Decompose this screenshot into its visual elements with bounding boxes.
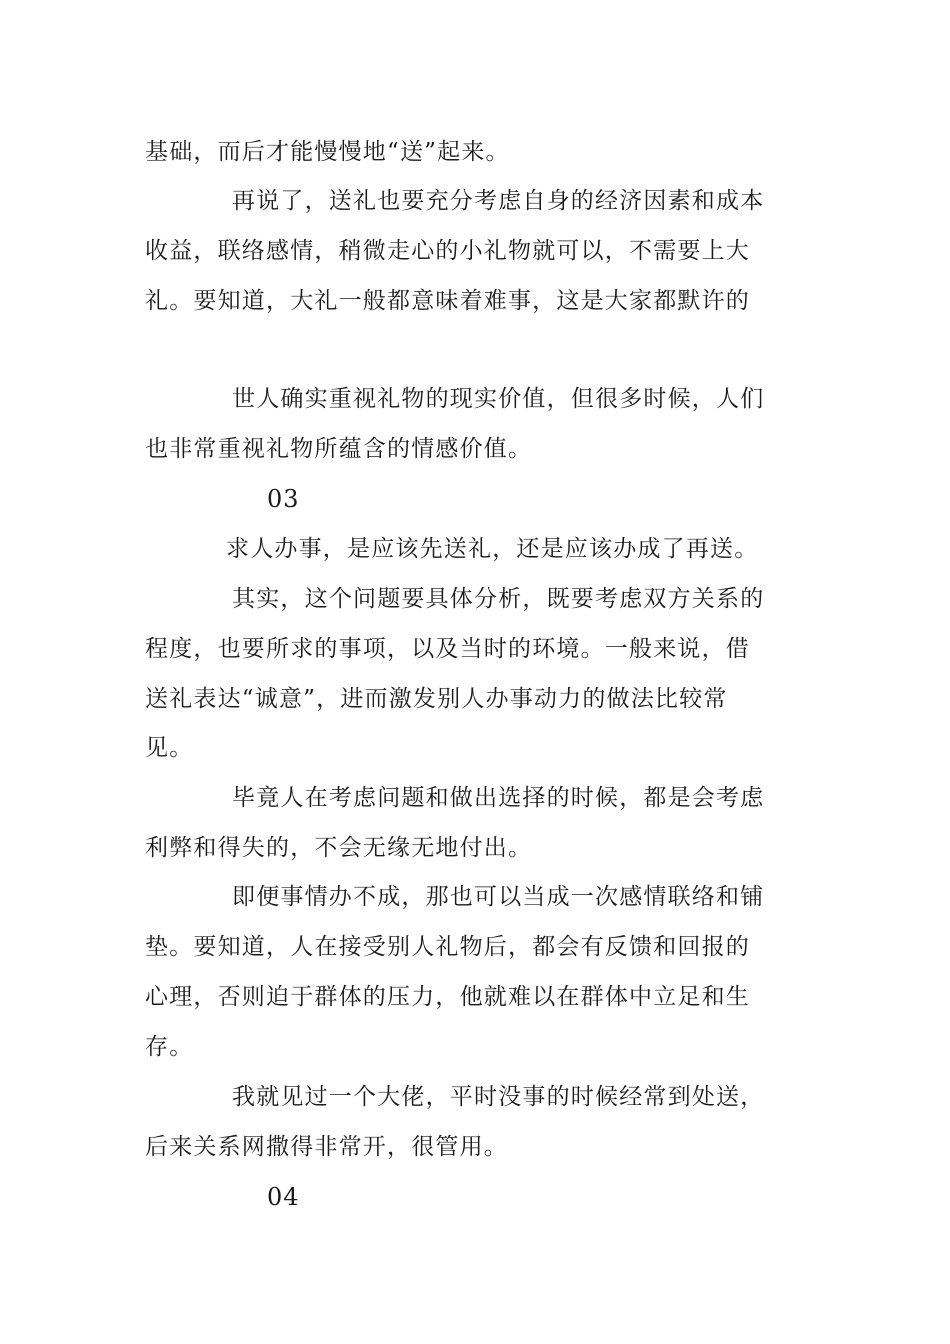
paragraph-start: 即便事情办不成，那也可以当成一次感情联络和铺	[232, 884, 765, 910]
text-line: 心理，否则迫于群体的压力，他就难以在群体中立足和生	[145, 984, 750, 1010]
text-line: 利弊和得失的，不会无缘无地付出。	[145, 835, 533, 861]
text-line: 也非常重视礼物所蕴含的情感价值。	[145, 436, 533, 462]
text-line: 垫。要知道，人在接受别人礼物后，都会有反馈和回报的	[145, 934, 750, 960]
section-heading: 03	[267, 485, 300, 513]
paragraph-start: 世人确实重视礼物的现实价值，但很多时候，人们	[232, 386, 765, 412]
text-line: 礼。要知道，大礼一般都意味着难事，这是大家都默许的	[145, 288, 750, 314]
text-line: 见。	[145, 735, 194, 761]
text-line: 收益，联络感情，稍微走心的小礼物就可以，不需要上大	[145, 238, 750, 264]
section-heading: 04	[267, 1183, 300, 1211]
text-line: 后来关系网撒得非常开，很管用。	[145, 1134, 508, 1160]
paragraph-start: 其实，这个问题要具体分析，既要考虑双方关系的	[232, 586, 765, 612]
text-line: 基础，而后才能慢慢地“送”起来。	[145, 139, 510, 165]
text-line: 送礼表达“诚意”，进而激发别人办事动力的做法比较常	[145, 686, 728, 712]
paragraph-start: 再说了，送礼也要充分考虑自身的经济因素和成本	[232, 188, 765, 214]
paragraph-start: 求人办事，是应该先送礼，还是应该办成了再送。	[226, 536, 759, 562]
paragraph-start: 毕竟人在考虑问题和做出选择的时候，都是会考虑	[232, 785, 765, 811]
text-line: 程度，也要所求的事项，以及当时的环境。一般来说，借	[145, 636, 750, 662]
paragraph-start: 我就见过一个大佬，平时没事的时候经常到处送，	[232, 1084, 765, 1110]
text-line: 存。	[145, 1034, 194, 1060]
